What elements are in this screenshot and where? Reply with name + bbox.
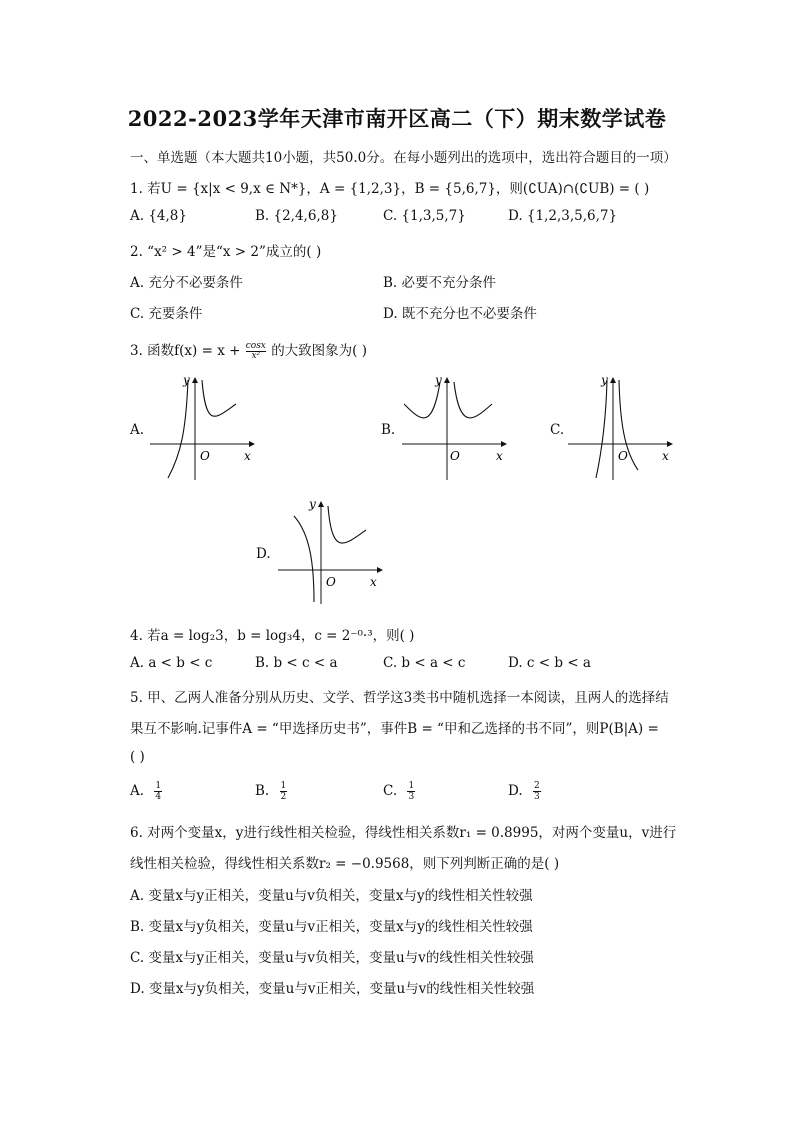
q5-b-numerator: 1 [280,781,287,791]
q1-option-a: A. {4,8} [130,208,187,224]
q1-option-d: D. {1,2,3,5,6,7} [508,208,618,224]
question-4-stem: 4. 若a = log₂3，b = log₃4，c = 2⁻⁰·³，则( ) [130,628,415,644]
q4-option-b: B. b < c < a [255,655,338,671]
q5-option-a-label: A. [130,783,145,799]
graph-b-left-branch [404,382,440,418]
q5-c-denominator: 3 [408,792,415,802]
graph-c-origin: O [618,449,628,463]
q3-option-d-label: D. [256,546,271,562]
q5-b-denominator: 2 [280,792,287,802]
q3-stem-prefix: 3. 函数f(x) = x + [130,343,241,359]
q2-option-c: C. 充要条件 [130,306,203,322]
question-6-line-2: 线性相关检验，得线性相关系数r₂ = −0.9568，则下列判断正确的是( ) [130,856,560,872]
q3-option-b-label: B. [381,422,396,438]
q2-option-d: D. 既不充分也不必要条件 [383,306,537,322]
q5-c-numerator: 1 [408,781,415,791]
graph-d-origin: O [326,575,336,589]
graph-c-left-branch [596,380,607,478]
q5-option-a [130,781,162,802]
graph-a [146,370,266,482]
graph-b-origin: O [450,449,460,463]
graph-d-x-label: x [370,575,377,589]
graph-a-origin: O [200,449,210,463]
graph-b-right-branch [454,382,492,418]
graph-c-x-label: x [662,449,669,463]
q2-option-b: B. 必要不充分条件 [383,275,497,291]
graph-d-right-branch [328,506,366,543]
graph-b-y-label: y [435,373,442,387]
q5-option-b-label: B. [255,783,270,799]
graph-a-right-branch [202,380,236,416]
section-heading: 一、单选题（本大题共10小题，共50.0分。在每小题列出的选项中，选出符合题目的一项） [130,150,677,166]
q5-option-d-fraction [533,781,541,802]
q3-stem-suffix: 的大致图象为( ) [271,343,368,359]
q5-option-c-fraction [407,781,415,802]
q6-option-d: D. 变量x与y负相关，变量u与v正相关，变量u与v的线性相关性较强 [130,981,535,997]
graph-d [274,494,394,606]
q5-a-numerator: 1 [155,781,162,791]
question-5-line-2: 果互不影响.记事件A = “甲选择历史书”，事件B = “甲和乙选择的书不同”，则P(B|A) = [130,721,659,737]
q2-option-a: A. 充分不必要条件 [130,275,243,291]
graph-d-y-label: y [309,497,316,511]
q6-option-c: C. 变量x与y正相关，变量u与v负相关，变量u与v的线性相关性较强 [130,950,534,966]
q5-option-d [508,781,541,802]
graph-c [562,370,682,482]
q1-option-c: C. {1,3,5,7} [383,208,466,224]
graph-a-x-label: x [244,449,251,463]
q5-option-c-label: C. [383,783,398,799]
graph-b-x-label: x [496,449,503,463]
question-5-line-3: ( ) [130,749,145,765]
graph-b [398,370,518,482]
q6-option-b: B. 变量x与y负相关，变量u与v正相关，变量x与y的线性相关性较强 [130,919,533,935]
q6-option-a: A. 变量x与y正相关，变量u与v负相关，变量x与y的线性相关性较强 [130,888,533,904]
q5-option-b [255,781,287,802]
graph-a-left-branch [168,380,188,478]
q5-d-numerator: 2 [533,781,540,791]
q5-option-d-label: D. [508,783,523,799]
q4-option-a: A. a < b < c [130,655,213,671]
q3-option-a-label: A. [130,422,145,438]
question-5-line-1: 5. 甲、乙两人准备分别从历史、文学、哲学这3类书中随机选择一本阅读，且两人的选择结 [130,690,669,706]
question-6-line-1: 6. 对两个变量x，y进行线性相关检验，得线性相关系数r₁ = 0.8995，对两个变量u，v进行 [130,825,677,841]
q3-fraction-numerator: cosx [245,341,266,351]
question-3-stem [130,339,367,361]
q5-option-c [383,781,415,802]
q5-option-b-fraction [280,781,288,802]
q4-option-d: D. c < b < a [508,655,591,671]
q5-d-denominator: 3 [533,792,540,802]
question-2-stem: 2. “x² > 4”是“x > 2”成立的( ) [130,244,322,260]
q4-option-c: C. b < a < c [383,655,466,671]
page-title: 2022-2023学年天津市南开区高二（下）期末数学试卷 [127,106,667,131]
q3-fraction-denominator: x² [251,351,261,361]
q3-fraction [246,342,266,361]
q3-option-c-label: C. [550,422,565,438]
q1-option-b: B. {2,4,6,8} [255,208,338,224]
question-1-stem: 1. 若U = {x|x < 9,x ∈ N*}，A = {1,2,3}，B = {5,6,7}，则(∁UA)∩(∁UB) = ( ) [130,181,650,197]
graph-a-y-label: y [183,373,190,387]
q5-option-a-fraction [154,781,162,802]
q5-a-denominator: 4 [155,792,162,802]
graph-d-left-branch [294,516,314,602]
graph-c-y-label: y [601,373,608,387]
